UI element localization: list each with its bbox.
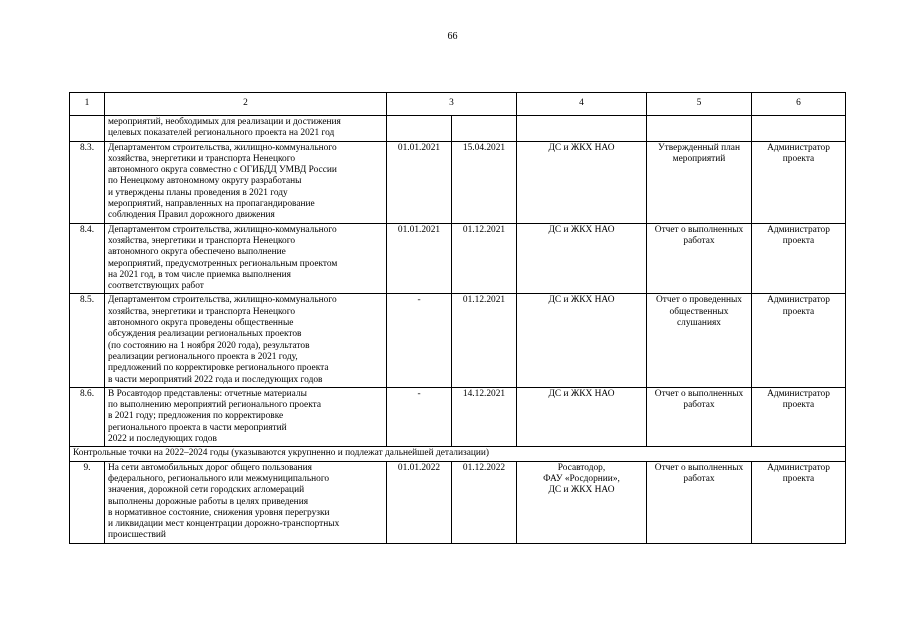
page-number: 66 bbox=[447, 31, 458, 42]
row-responsible: ДС и ЖКХ НАО bbox=[517, 294, 647, 387]
control-points-table bbox=[69, 92, 846, 544]
header-row bbox=[70, 93, 846, 116]
row-number: 8.4. bbox=[70, 223, 105, 294]
row-level: Администратор проекта bbox=[752, 223, 846, 294]
row-end-date: 01.12.2021 bbox=[452, 223, 517, 294]
row-result-document: Отчет о выполненных работах bbox=[647, 387, 752, 446]
row-end-date: 01.12.2022 bbox=[452, 461, 517, 543]
row-responsible: ДС и ЖКХ НАО bbox=[517, 141, 647, 223]
section-heading-row bbox=[70, 447, 846, 461]
header-col-3: 3 bbox=[387, 93, 517, 116]
header-col-1: 1 bbox=[70, 93, 105, 116]
continuation-row bbox=[70, 116, 846, 142]
table-row bbox=[70, 141, 846, 223]
header-col-4: 4 bbox=[517, 93, 647, 116]
header-col-5: 5 bbox=[647, 93, 752, 116]
row-end-date: 15.04.2021 bbox=[452, 141, 517, 223]
continuation-text: мероприятий, необходимых для реализации и достижения целевых показателей регионального проекта на 2021 год bbox=[105, 116, 387, 142]
row-result-document: Отчет о выполненных работах bbox=[647, 223, 752, 294]
row-number: 9. bbox=[70, 461, 105, 543]
row-result-document: Отчет о выполненных работах bbox=[647, 461, 752, 543]
row-start-date: 01.01.2021 bbox=[387, 223, 452, 294]
row-level: Администратор проекта bbox=[752, 461, 846, 543]
row-responsible: ДС и ЖКХ НАО bbox=[517, 223, 647, 294]
row-end-date: 01.12.2021 bbox=[452, 294, 517, 387]
row-end-date: 14.12.2021 bbox=[452, 387, 517, 446]
row-number: 8.3. bbox=[70, 141, 105, 223]
row-start-date: - bbox=[387, 294, 452, 387]
row-start-date: - bbox=[387, 387, 452, 446]
row-number: 8.6. bbox=[70, 387, 105, 446]
table-row bbox=[70, 294, 846, 387]
row-description: Департаментом строительства, жилищно-коммунального хозяйства, энергетики и транспорта Ненецкого автономного округа совместно с ОГИБДД УМВД России по Ненецкому автономному округу разработаны и утверждены планы проведения в 2021 году мероприятий, направленных на пропагандирование соблюдения Правил дорожного движения bbox=[105, 141, 387, 223]
row-result-document: Утвержденный план мероприятий bbox=[647, 141, 752, 223]
row-responsible: ДС и ЖКХ НАО bbox=[517, 387, 647, 446]
row-level: Администратор проекта bbox=[752, 294, 846, 387]
row-result-document: Отчет о проведенных общественных слушаниях bbox=[647, 294, 752, 387]
header-col-6: 6 bbox=[752, 93, 846, 116]
row-start-date: 01.01.2021 bbox=[387, 141, 452, 223]
row-description: На сети автомобильных дорог общего пользования федерального, регионального или межмуниципального значения, дорожной сети городских агломераций выполнены дорожные работы в целях приведения в нормативное состояние, снижения уровня перегрузки и ликвидации мест концентрации дорожно-транспортных происшествий bbox=[105, 461, 387, 543]
row-description: В Росавтодор представлены: отчетные материалы по выполнению мероприятий регионального проекта в 2021 году; предложения по корректировке регионального проекта в части мероприятий 2022 и последующих годов bbox=[105, 387, 387, 446]
row-level: Администратор проекта bbox=[752, 387, 846, 446]
header-col-2: 2 bbox=[105, 93, 387, 116]
row-responsible: Росавтодор, ФАУ «Росдорнии», ДС и ЖКХ НАО bbox=[517, 461, 647, 543]
row-start-date: 01.01.2022 bbox=[387, 461, 452, 543]
row-description: Департаментом строительства, жилищно-коммунального хозяйства, энергетики и транспорта Ненецкого автономного округа обеспечено выполнение мероприятий, предусмотренных региональным проектом на 2021 год, в том числе приемка выполнения соответствующих работ bbox=[105, 223, 387, 294]
continuation-num-cell bbox=[70, 116, 105, 142]
section-heading: Контрольные точки на 2022–2024 годы (указываются укрупненно и подлежат дальнейшей детализации) bbox=[70, 447, 846, 461]
row-number: 8.5. bbox=[70, 294, 105, 387]
table-row bbox=[70, 223, 846, 294]
table-row bbox=[70, 461, 846, 543]
table-row bbox=[70, 387, 846, 446]
row-level: Администратор проекта bbox=[752, 141, 846, 223]
row-description: Департаментом строительства, жилищно-коммунального хозяйства, энергетики и транспорта Ненецкого автономного округа проведены общественные обсуждения реализации региональных проектов (по состоянию на 1 ноября 2020 года), результатов реализации регионального проекта в 2021 году, предложений по корректировке регионального проекта в части мероприятий 2022 года и последующих годов bbox=[105, 294, 387, 387]
